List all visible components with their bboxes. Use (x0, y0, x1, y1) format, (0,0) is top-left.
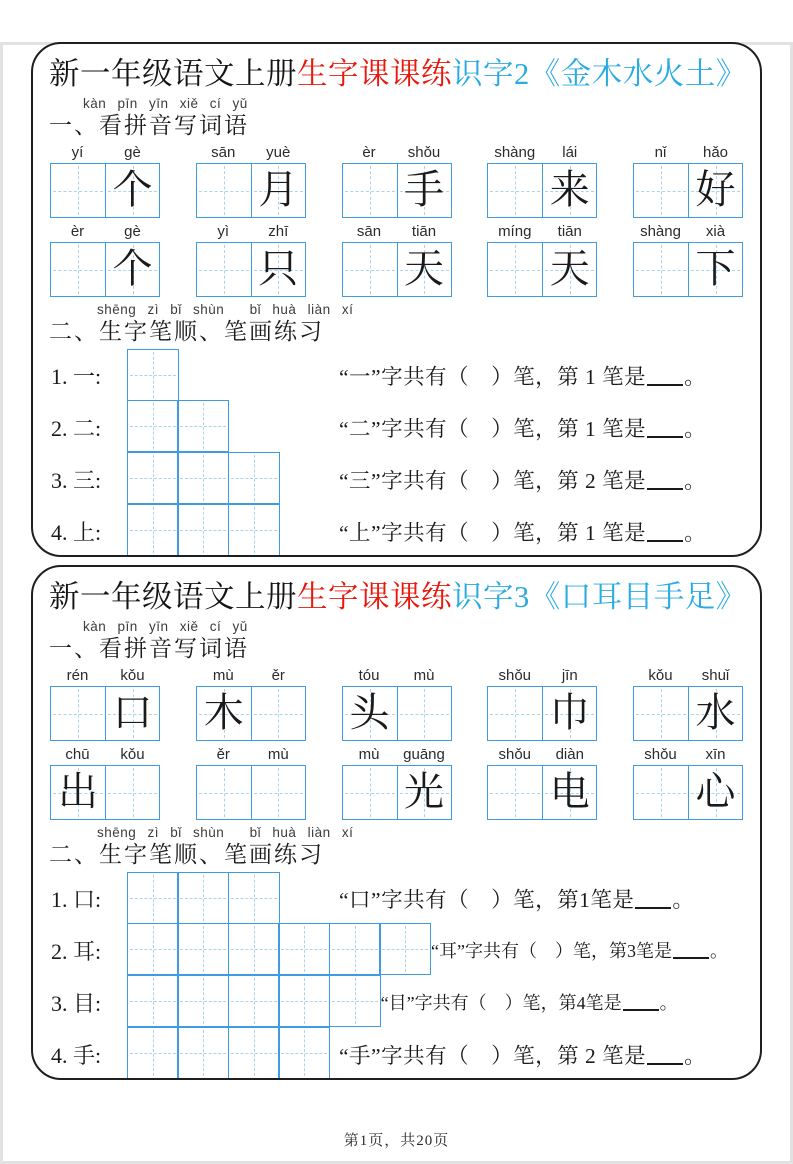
pinyin-syllable: tiān (411, 223, 437, 240)
practice-box (228, 872, 280, 924)
pinyin-label (487, 745, 597, 765)
writing-cell (105, 243, 159, 296)
word-item (487, 666, 597, 741)
practice-box (127, 975, 179, 1027)
answer-blank (635, 897, 671, 909)
stroke-grid (127, 872, 339, 924)
pinyin-label (633, 666, 743, 686)
practice-box (228, 1027, 280, 1079)
writing-cell (488, 164, 542, 217)
stroke-row-label: 3. 三: (51, 467, 102, 493)
writing-cell (634, 687, 688, 740)
title-course: 新一年级语文上册 (49, 57, 297, 91)
stroke-practice-row (49, 453, 744, 505)
pinyin-label (342, 143, 452, 163)
writing-box-pair (196, 765, 306, 820)
writing-cell (251, 243, 305, 296)
stroke-practice-row (49, 924, 744, 976)
pinyin-syllable: yuè (266, 144, 291, 161)
writing-cell (251, 766, 305, 819)
writing-cell (197, 164, 251, 217)
question-text: “一”字共有（ ）笔，第 1 笔是 (339, 364, 647, 389)
pinyin-syllable: zhī (268, 223, 289, 240)
writing-cell (488, 766, 542, 819)
pinyin-syllable: ěr (216, 746, 230, 763)
writing-cell (397, 243, 451, 296)
practice-box (278, 975, 330, 1027)
stroke-practice-row (49, 505, 744, 557)
stroke-practice-row (49, 976, 744, 1028)
pinyin-syllable: mù (212, 667, 234, 684)
stroke-row-label: 4. 手: (51, 1042, 102, 1068)
stroke-grid (127, 402, 339, 452)
question-period: 。 (684, 1043, 707, 1068)
word-item (342, 666, 452, 741)
pinyin-label (633, 222, 743, 242)
writing-cell (343, 687, 397, 740)
question-text: “上”字共有（ ）笔，第 1 笔是 (339, 520, 647, 545)
writing-box-pair (342, 242, 452, 297)
worksheet-card (31, 565, 762, 1080)
stroke-question (339, 360, 706, 391)
writing-cell (105, 687, 159, 740)
stroke-grid (127, 1029, 339, 1079)
pinyin-syllable: sān (211, 144, 236, 161)
section1-pinyin: kàn pīn yīn xiě cí yǔ (83, 619, 248, 634)
word-item (633, 143, 743, 218)
word-item (633, 222, 743, 297)
writing-cell (542, 164, 596, 217)
worksheet-page (0, 42, 793, 1149)
writing-cell (397, 687, 451, 740)
pinyin-syllable: èr (70, 223, 85, 240)
pinyin-syllable: mù (413, 667, 435, 684)
character: 下 (695, 246, 736, 291)
pinyin-syllable: yí (71, 144, 84, 161)
practice-box (127, 923, 179, 975)
writing-box-pair (50, 163, 160, 218)
writing-cell (688, 164, 742, 217)
word-row (49, 143, 744, 218)
writing-cell (51, 687, 105, 740)
answer-blank (647, 374, 683, 386)
pinyin-label (196, 222, 306, 242)
writing-box-pair (342, 163, 452, 218)
pinyin-syllable: diàn (555, 746, 584, 763)
writing-box-pair (50, 242, 160, 297)
cards (0, 42, 793, 1080)
word-item (633, 666, 743, 741)
writing-cell (51, 164, 105, 217)
writing-cell (688, 243, 742, 296)
pinyin-syllable: mù (358, 746, 380, 763)
stroke-row-label: 3. 目: (51, 990, 102, 1016)
word-item (196, 666, 306, 741)
writing-box-pair (487, 686, 597, 741)
stroke-grid (127, 454, 339, 504)
pinyin-syllable: jīn (561, 667, 578, 684)
stroke-grid (127, 349, 339, 401)
word-item (342, 745, 452, 820)
question-period: 。 (684, 416, 707, 441)
character: 口 (112, 690, 153, 735)
section1-pinyin: kàn pīn yīn xiě cí yǔ (83, 96, 248, 111)
writing-cell (542, 243, 596, 296)
character: 手 (404, 167, 444, 212)
pinyin-label (487, 222, 597, 242)
writing-cell (51, 766, 105, 819)
pinyin-syllable: kǒu (120, 667, 145, 684)
title-lesson: 识字3《口耳目手足》 (452, 580, 747, 614)
writing-box-pair (342, 686, 452, 741)
pinyin-label (196, 745, 306, 765)
writing-box-pair (50, 765, 160, 820)
character: 水 (695, 690, 736, 735)
stroke-grid (127, 977, 381, 1027)
writing-cell (542, 766, 596, 819)
stroke-row-label: 4. 上: (51, 519, 102, 545)
pinyin-label (633, 745, 743, 765)
writing-cell (105, 766, 159, 819)
practice-box (127, 504, 179, 556)
pinyin-syllable: guāng (403, 746, 445, 763)
writing-box-pair (196, 242, 306, 297)
title-series: 生字课课练 (297, 57, 452, 91)
character: 光 (404, 769, 444, 814)
writing-box-pair (196, 163, 306, 218)
stroke-question (339, 412, 706, 443)
practice-box (177, 923, 229, 975)
practice-box (127, 1027, 179, 1079)
pinyin-syllable: chū (65, 746, 90, 763)
writing-cell (251, 687, 305, 740)
character: 个 (112, 246, 153, 291)
title-series: 生字课课练 (297, 580, 452, 614)
answer-blank (673, 947, 709, 959)
pinyin-label (633, 143, 743, 163)
pinyin-syllable: èr (362, 144, 376, 161)
word-item (50, 745, 160, 820)
section2-heading: 二、生字笔顺、笔画练习 (49, 842, 324, 867)
pinyin-syllable: gè (124, 223, 141, 240)
character: 只 (258, 246, 299, 291)
practice-box (127, 452, 179, 504)
stroke-practice-row (49, 349, 744, 401)
writing-box-pair (633, 163, 743, 218)
section2-pinyin: shēng zì bǐ shùn bǐ huà liàn xí (97, 302, 354, 317)
practice-box (177, 1027, 229, 1079)
pinyin-syllable: mù (267, 746, 289, 763)
writing-cell (634, 766, 688, 819)
writing-cell (251, 164, 305, 217)
title-course: 新一年级语文上册 (49, 580, 297, 614)
stroke-grid (127, 925, 431, 975)
answer-blank (647, 530, 683, 542)
stroke-practice-row (49, 872, 744, 924)
practice-box (127, 400, 179, 452)
practice-box (127, 872, 179, 924)
pinyin-syllable: shǒu (644, 746, 677, 763)
question-text: “手”字共有（ ）笔，第 2 笔是 (339, 1043, 647, 1068)
pinyin-syllable: rén (66, 667, 89, 684)
word-item (342, 143, 452, 218)
practice-box (177, 400, 229, 452)
word-item (633, 745, 743, 820)
pinyin-syllable: nǐ (654, 144, 667, 161)
practice-box (379, 923, 431, 975)
pinyin-syllable: tóu (358, 667, 380, 684)
section1-heading: 一、看拼音写词语 (49, 113, 249, 138)
stroke-row-label: 2. 二: (51, 415, 102, 441)
writing-cell (397, 766, 451, 819)
writing-cell (105, 164, 159, 217)
character: 木 (203, 690, 244, 735)
practice-box (278, 923, 330, 975)
pinyin-word-rows (49, 143, 744, 297)
pinyin-label (342, 666, 452, 686)
question-text: “三”字共有（ ）笔，第 2 笔是 (339, 468, 647, 493)
writing-cell (197, 687, 251, 740)
practice-box (228, 975, 280, 1027)
writing-cell (343, 164, 397, 217)
writing-cell (634, 164, 688, 217)
writing-box-pair (342, 765, 452, 820)
writing-cell (688, 687, 742, 740)
writing-box-pair (50, 686, 160, 741)
pinyin-label (50, 143, 160, 163)
pinyin-syllable: tiān (557, 223, 582, 240)
word-item (196, 143, 306, 218)
writing-box-pair (487, 242, 597, 297)
pinyin-label (487, 143, 597, 163)
stroke-question (339, 464, 706, 495)
word-item (50, 666, 160, 741)
pinyin-syllable: xià (705, 223, 726, 240)
pinyin-syllable: shǒu (407, 144, 441, 161)
writing-box-pair (633, 686, 743, 741)
answer-blank (647, 478, 683, 490)
answer-blank (623, 999, 659, 1011)
writing-cell (51, 243, 105, 296)
stroke-row-label: 2. 耳: (51, 938, 102, 964)
question-text: “耳”字共有（ ）笔，第3笔是 (431, 941, 673, 961)
pinyin-label (196, 143, 306, 163)
character: 来 (549, 167, 590, 212)
pinyin-syllable: shuǐ (701, 667, 730, 684)
word-item (487, 143, 597, 218)
question-period: 。 (684, 364, 707, 389)
pinyin-syllable: kǒu (120, 746, 145, 763)
pinyin-label (50, 745, 160, 765)
pinyin-syllable: shǒu (498, 746, 532, 763)
practice-box (228, 923, 280, 975)
character: 天 (404, 246, 444, 291)
practice-box (228, 452, 280, 504)
pinyin-syllable: xīn (705, 746, 726, 763)
question-period: 。 (684, 468, 707, 493)
pinyin-syllable: hǎo (702, 144, 729, 161)
worksheet-title (49, 53, 747, 95)
writing-cell (343, 243, 397, 296)
stroke-question (339, 1039, 706, 1070)
pinyin-label (196, 666, 306, 686)
answer-blank (647, 1053, 683, 1065)
writing-cell (688, 766, 742, 819)
writing-cell (197, 766, 251, 819)
question-period: 。 (684, 520, 707, 545)
section2-heading: 二、生字笔顺、笔画练习 (49, 319, 324, 344)
stroke-question (431, 937, 728, 963)
pinyin-word-rows (49, 666, 744, 820)
word-item (50, 222, 160, 297)
pinyin-syllable: lái (562, 144, 578, 161)
writing-box-pair (487, 765, 597, 820)
stroke-question (339, 516, 706, 547)
character: 心 (695, 769, 736, 814)
pinyin-syllable: kǒu (648, 667, 673, 684)
writing-box-pair (487, 163, 597, 218)
writing-cell (542, 687, 596, 740)
pinyin-syllable: míng (498, 223, 532, 240)
writing-cell (488, 687, 542, 740)
answer-blank (647, 426, 683, 438)
word-item (487, 222, 597, 297)
character: 电 (549, 769, 590, 814)
section2-pinyin: shēng zì bǐ shùn bǐ huà liàn xí (97, 825, 354, 840)
writing-cell (343, 766, 397, 819)
character: 天 (549, 246, 590, 291)
stroke-question (381, 989, 678, 1015)
practice-box (329, 923, 381, 975)
practice-box (329, 975, 381, 1027)
practice-box (177, 975, 229, 1027)
practice-box (177, 504, 229, 556)
pinyin-label (342, 745, 452, 765)
pinyin-label (342, 222, 452, 242)
page-number-footer: 第1页，共20页 (343, 1133, 450, 1149)
stroke-row-label: 1. 一: (51, 363, 102, 389)
practice-box (228, 504, 280, 556)
section1-heading: 一、看拼音写词语 (49, 636, 249, 661)
practice-box (127, 349, 179, 401)
word-item (196, 222, 306, 297)
question-text: “二”字共有（ ）笔，第 1 笔是 (339, 416, 647, 441)
worksheet-card (31, 42, 762, 557)
stroke-row-label: 1. 口: (51, 886, 102, 912)
word-item (50, 143, 160, 218)
writing-cell (197, 243, 251, 296)
question-period: 。 (710, 941, 729, 961)
writing-cell (634, 243, 688, 296)
stroke-practice-row (49, 401, 744, 453)
character: 好 (695, 167, 736, 212)
pinyin-syllable: sān (356, 223, 382, 240)
pinyin-syllable: shàng (640, 223, 681, 240)
word-item (342, 222, 452, 297)
writing-cell (397, 164, 451, 217)
pinyin-label (487, 666, 597, 686)
pinyin-syllable: gè (124, 144, 141, 161)
question-period: 。 (672, 887, 695, 912)
writing-cell (488, 243, 542, 296)
writing-box-pair (633, 242, 743, 297)
stroke-practice-rows (49, 349, 744, 557)
stroke-practice-rows (49, 872, 744, 1080)
word-item (196, 745, 306, 820)
writing-box-pair (633, 765, 743, 820)
practice-box (278, 1027, 330, 1079)
word-row (49, 745, 744, 820)
pinyin-syllable: ěr (271, 667, 285, 684)
character: 个 (112, 167, 153, 212)
practice-box (177, 452, 229, 504)
question-text: “口”字共有（ ）笔，第1笔是 (339, 887, 635, 912)
stroke-question (339, 883, 694, 914)
pinyin-syllable: shàng (494, 144, 536, 161)
question-period: 。 (659, 993, 678, 1013)
character: 巾 (549, 690, 590, 735)
stroke-grid (127, 506, 339, 556)
question-text: “目”字共有（ ）笔，第4笔是 (380, 993, 622, 1013)
worksheet-title (49, 576, 747, 618)
pinyin-syllable: yì (217, 223, 230, 240)
writing-box-pair (196, 686, 306, 741)
character: 月 (258, 167, 299, 212)
stroke-practice-row (49, 1028, 744, 1080)
word-row (49, 222, 744, 297)
word-item (487, 745, 597, 820)
pinyin-label (50, 222, 160, 242)
title-lesson: 识字2《金木水火土》 (452, 57, 747, 91)
practice-box (177, 872, 229, 924)
character: 出 (58, 769, 98, 814)
pinyin-label (50, 666, 160, 686)
word-row (49, 666, 744, 741)
pinyin-syllable: shǒu (498, 667, 532, 684)
character: 头 (349, 690, 390, 735)
